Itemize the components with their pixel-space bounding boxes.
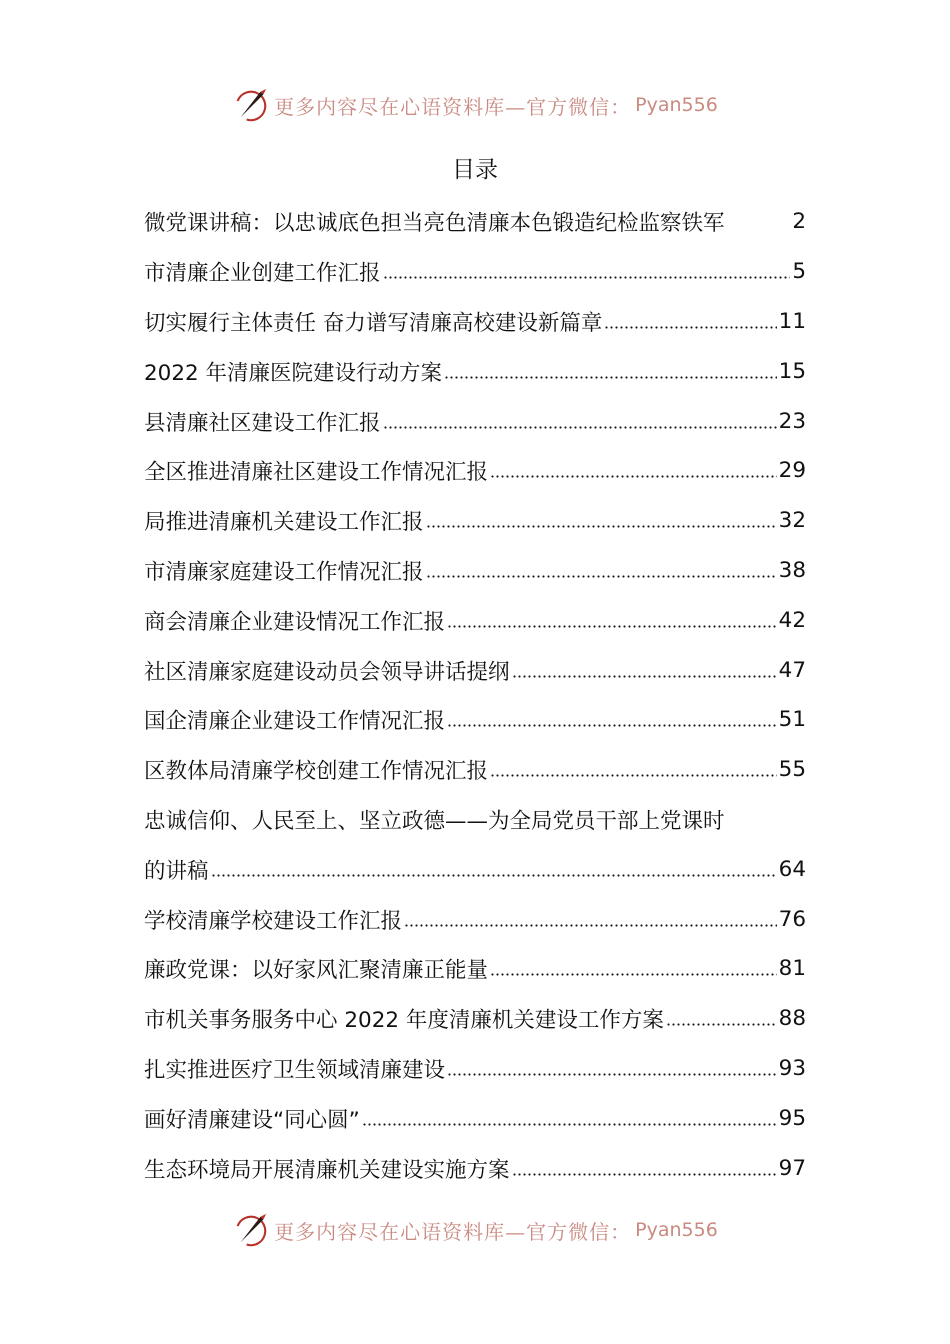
banner-wechat-id: Pyan556 bbox=[635, 1219, 718, 1241]
toc-entry-title: 县清廉社区建设工作汇报 bbox=[144, 410, 381, 436]
quill-logo-icon bbox=[232, 86, 270, 124]
banner-text: 更多内容尽在心语资料库—官方微信： bbox=[274, 1219, 632, 1244]
toc-entry-title: 市清廉家庭建设工作情况汇报 bbox=[144, 559, 424, 585]
toc-dot-leader bbox=[383, 276, 791, 279]
toc-entry-title: 廉政党课：以好家风汇聚清廉正能量 bbox=[144, 958, 489, 984]
toc-entry[interactable] bbox=[144, 346, 806, 396]
toc-entry-title: 学校清廉学校建设工作汇报 bbox=[144, 908, 403, 934]
toc-entry-page: 93 bbox=[778, 1055, 806, 1081]
toc-dot-leader bbox=[383, 426, 777, 429]
toc-entry-page: 5 bbox=[792, 259, 806, 285]
toc-entry[interactable] bbox=[144, 1093, 806, 1143]
toc-entry[interactable] bbox=[144, 795, 806, 845]
quill-logo-icon bbox=[232, 1211, 270, 1249]
toc-list bbox=[144, 197, 806, 1193]
banner-text: 更多内容尽在心语资料库—官方微信： bbox=[274, 94, 632, 119]
toc-entry[interactable] bbox=[144, 994, 806, 1044]
toc-dot-leader bbox=[447, 724, 777, 727]
toc-entry[interactable] bbox=[144, 1044, 806, 1094]
toc-entry[interactable] bbox=[144, 595, 806, 645]
banner-wechat-id: Pyan556 bbox=[635, 94, 718, 116]
toc-entry[interactable] bbox=[144, 695, 806, 745]
toc-entry-title: 忠诚信仰、人民至上、坚立政德——为全局党员干部上党课时 bbox=[144, 808, 725, 834]
toc-dot-leader bbox=[604, 326, 776, 329]
toc-entry[interactable] bbox=[144, 645, 806, 695]
toc-entry-page: 11 bbox=[778, 308, 806, 334]
toc-dot-leader bbox=[426, 525, 777, 528]
toc-dot-leader bbox=[490, 475, 777, 478]
toc-entry-page: 88 bbox=[778, 1006, 806, 1032]
toc-dot-leader bbox=[211, 874, 777, 877]
toc-entry-title: 市机关事务服务中心 2022 年度清廉机关建设工作方案 bbox=[144, 1008, 664, 1034]
toc-entry-title: 区教体局清廉学校创建工作情况汇报 bbox=[144, 759, 489, 785]
toc-dot-leader bbox=[490, 973, 777, 976]
toc-dot-leader bbox=[447, 625, 777, 628]
toc-entry-title: 市清廉企业创建工作汇报 bbox=[144, 261, 381, 287]
toc-entry-page: 32 bbox=[778, 508, 806, 534]
toc-entry-title: 局推进清廉机关建设工作汇报 bbox=[144, 510, 424, 536]
toc-entry-page: 51 bbox=[778, 707, 806, 733]
toc-entry[interactable] bbox=[144, 446, 806, 496]
header-banner bbox=[0, 85, 950, 125]
toc-entry[interactable] bbox=[144, 894, 806, 944]
toc-dot-leader bbox=[447, 1073, 777, 1076]
toc-entry-page: 55 bbox=[778, 757, 806, 783]
toc-entry-title: 全区推进清廉社区建设工作情况汇报 bbox=[144, 460, 489, 486]
toc-dot-leader bbox=[404, 924, 777, 927]
toc-dot-leader bbox=[362, 1123, 777, 1126]
toc-entry[interactable] bbox=[144, 197, 806, 247]
toc-entry-page: 97 bbox=[778, 1155, 806, 1181]
toc-entry[interactable] bbox=[144, 844, 806, 894]
toc-entry-page: 81 bbox=[778, 956, 806, 982]
toc-entry[interactable] bbox=[144, 496, 806, 546]
toc-dot-leader bbox=[490, 774, 777, 777]
toc-entry-title: 国企清廉企业建设工作情况汇报 bbox=[144, 709, 446, 735]
toc-dot-leader bbox=[512, 675, 777, 678]
toc-entry-title: 画好清廉建设“同心圆” bbox=[144, 1107, 360, 1133]
toc-entry-title: 微党课讲稿：以忠诚底色担当亮色清廉本色锻造纪检监察铁军 bbox=[144, 211, 725, 237]
toc-entry-page: 29 bbox=[778, 458, 806, 484]
toc-entry-title: 生态环境局开展清廉机关建设实施方案 bbox=[144, 1157, 510, 1183]
toc-entry-title: 2022 年清廉医院建设行动方案 bbox=[144, 360, 443, 386]
toc-title: 目录 bbox=[452, 157, 498, 183]
toc-entry[interactable] bbox=[144, 396, 806, 446]
toc-entry-page: 42 bbox=[778, 607, 806, 633]
toc-dot-leader bbox=[666, 1023, 777, 1026]
toc-dot-leader bbox=[512, 1173, 777, 1176]
footer-banner bbox=[0, 1210, 950, 1250]
toc-entry-title: 商会清廉企业建设情况工作汇报 bbox=[144, 609, 446, 635]
toc-dot-leader bbox=[426, 575, 777, 578]
toc-entry-title: 社区清廉家庭建设动员会领导讲话提纲 bbox=[144, 659, 510, 685]
toc-entry-title: 切实履行主体责任 奋力谱写清廉高校建设新篇章 bbox=[144, 310, 603, 336]
toc-entry[interactable] bbox=[144, 944, 806, 994]
toc-dot-leader bbox=[444, 376, 777, 379]
toc-entry-page: 47 bbox=[778, 657, 806, 683]
toc-entry-page: 76 bbox=[778, 906, 806, 932]
toc-entry-page: 2 bbox=[792, 209, 806, 235]
toc-entry-page: 95 bbox=[778, 1105, 806, 1131]
toc-entry-title: 的讲稿 bbox=[144, 858, 209, 884]
toc-entry-title: 扎实推进医疗卫生领域清廉建设 bbox=[144, 1057, 446, 1083]
toc-entry-page: 15 bbox=[778, 358, 806, 384]
toc-entry[interactable] bbox=[144, 745, 806, 795]
toc-entry[interactable] bbox=[144, 1143, 806, 1193]
toc-entry-page: 64 bbox=[778, 856, 806, 882]
toc-entry-page: 38 bbox=[778, 557, 806, 583]
toc-entry[interactable] bbox=[144, 297, 806, 347]
toc-entry-page: 23 bbox=[778, 408, 806, 434]
toc-entry[interactable] bbox=[144, 546, 806, 596]
toc-entry[interactable] bbox=[144, 247, 806, 297]
